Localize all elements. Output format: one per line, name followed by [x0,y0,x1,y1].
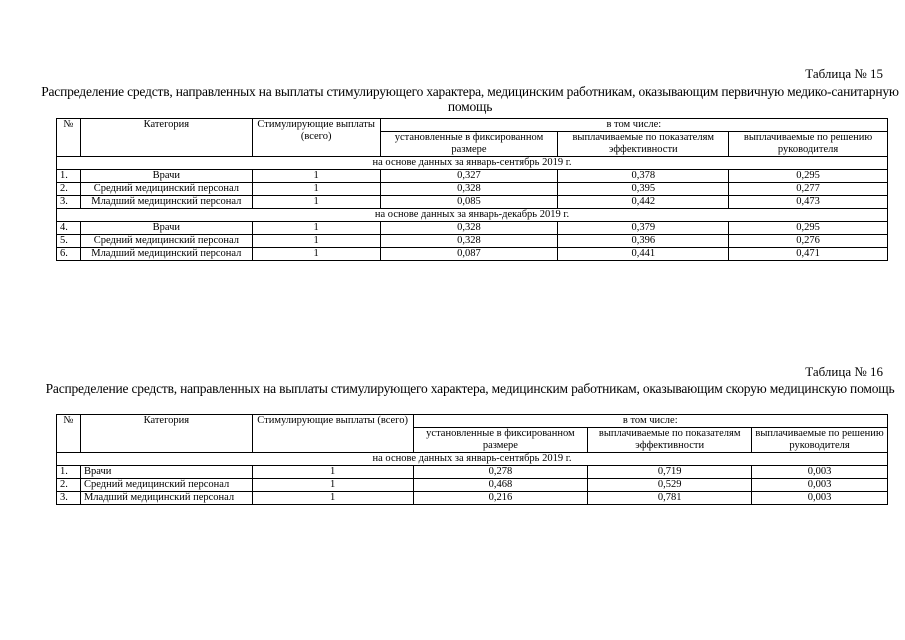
row-fixed: 0,327 [380,170,558,183]
row-category: Средний медицинский персонал [80,183,252,196]
row-num: 2. [57,479,81,492]
row-category: Врачи [80,222,252,235]
row-total: 1 [252,466,413,479]
table-row [57,222,888,235]
row-efficiency: 0,441 [558,248,729,261]
row-manager: 0,295 [729,222,888,235]
table-row [57,479,888,492]
row-total: 1 [252,248,380,261]
row-fixed: 0,087 [380,248,558,261]
header-manager: выплачиваемые по решению руководителя [729,132,888,157]
table-row [57,235,888,248]
row-category: Младший медицинский персонал [80,248,252,261]
row-manager: 0,276 [729,235,888,248]
table15 [56,118,888,261]
row-total: 1 [252,170,380,183]
header-including: в том числе: [413,415,887,428]
table-row [57,196,888,209]
table16-number: Таблица № 16 [805,364,883,379]
row-manager: 0,277 [729,183,888,196]
row-efficiency: 0,529 [588,479,752,492]
row-category: Врачи [80,170,252,183]
table-row [57,492,888,505]
header-category: Категория [80,415,252,453]
section-label: на основе данных за январь-сентябрь 2019 г. [57,453,888,466]
header-efficiency: выплачиваемые по показателям эффективности [588,428,752,453]
table16-title: Распределение средств, направленных на выплаты стимулирующего характера, медицинским работникам, оказывающим скорую медицинскую помощь [45,381,895,396]
row-manager: 0,473 [729,196,888,209]
row-total: 1 [252,235,380,248]
header-total: Стимулирующие выплаты (всего) [252,119,380,157]
row-category: Младший медицинский персонал [80,492,252,505]
row-total: 1 [252,222,380,235]
row-efficiency: 0,442 [558,196,729,209]
row-num: 3. [57,196,81,209]
row-manager: 0,295 [729,170,888,183]
row-num: 1. [57,466,81,479]
header-including: в том числе: [380,119,887,132]
row-num: 3. [57,492,81,505]
row-num: 6. [57,248,81,261]
table15-number: Таблица № 15 [805,66,883,81]
header-num: № [57,119,81,157]
row-fixed: 0,328 [380,222,558,235]
row-num: 5. [57,235,81,248]
row-category: Врачи [80,466,252,479]
row-manager: 0,003 [752,466,888,479]
header-fixed: установленные в фиксированном размере [380,132,558,157]
header-fixed: установленные в фиксированном размере [413,428,588,453]
table-row [57,170,888,183]
row-total: 1 [252,196,380,209]
table-row [57,183,888,196]
row-num: 1. [57,170,81,183]
row-fixed: 0,328 [380,183,558,196]
row-fixed: 0,328 [380,235,558,248]
header-manager: выплачиваемые по решению руководителя [752,428,888,453]
row-fixed: 0,278 [413,466,588,479]
row-num: 4. [57,222,81,235]
header-total: Стимулирующие выплаты (всего) [252,415,413,453]
row-total: 1 [252,492,413,505]
row-category: Средний медицинский персонал [80,235,252,248]
section-label: на основе данных за январь-декабрь 2019 г. [57,209,888,222]
row-manager: 0,471 [729,248,888,261]
row-efficiency: 0,378 [558,170,729,183]
row-category: Младший медицинский персонал [80,196,252,209]
header-num: № [57,415,81,453]
row-category: Средний медицинский персонал [80,479,252,492]
row-efficiency: 0,781 [588,492,752,505]
header-efficiency: выплачиваемые по показателям эффективности [558,132,729,157]
row-fixed: 0,085 [380,196,558,209]
row-fixed: 0,468 [413,479,588,492]
row-total: 1 [252,183,380,196]
table-row [57,466,888,479]
section-label: на основе данных за январь-сентябрь 2019 г. [57,157,888,170]
row-manager: 0,003 [752,479,888,492]
row-fixed: 0,216 [413,492,588,505]
table16 [56,414,888,505]
row-num: 2. [57,183,81,196]
row-efficiency: 0,395 [558,183,729,196]
header-category: Категория [80,119,252,157]
row-efficiency: 0,719 [588,466,752,479]
row-efficiency: 0,379 [558,222,729,235]
table15-title: Распределение средств, направленных на выплаты стимулирующего характера, медицинским работникам, оказывающим первичную медико-санитарную помощь [41,84,899,114]
table-row [57,248,888,261]
row-total: 1 [252,479,413,492]
row-efficiency: 0,396 [558,235,729,248]
row-manager: 0,003 [752,492,888,505]
